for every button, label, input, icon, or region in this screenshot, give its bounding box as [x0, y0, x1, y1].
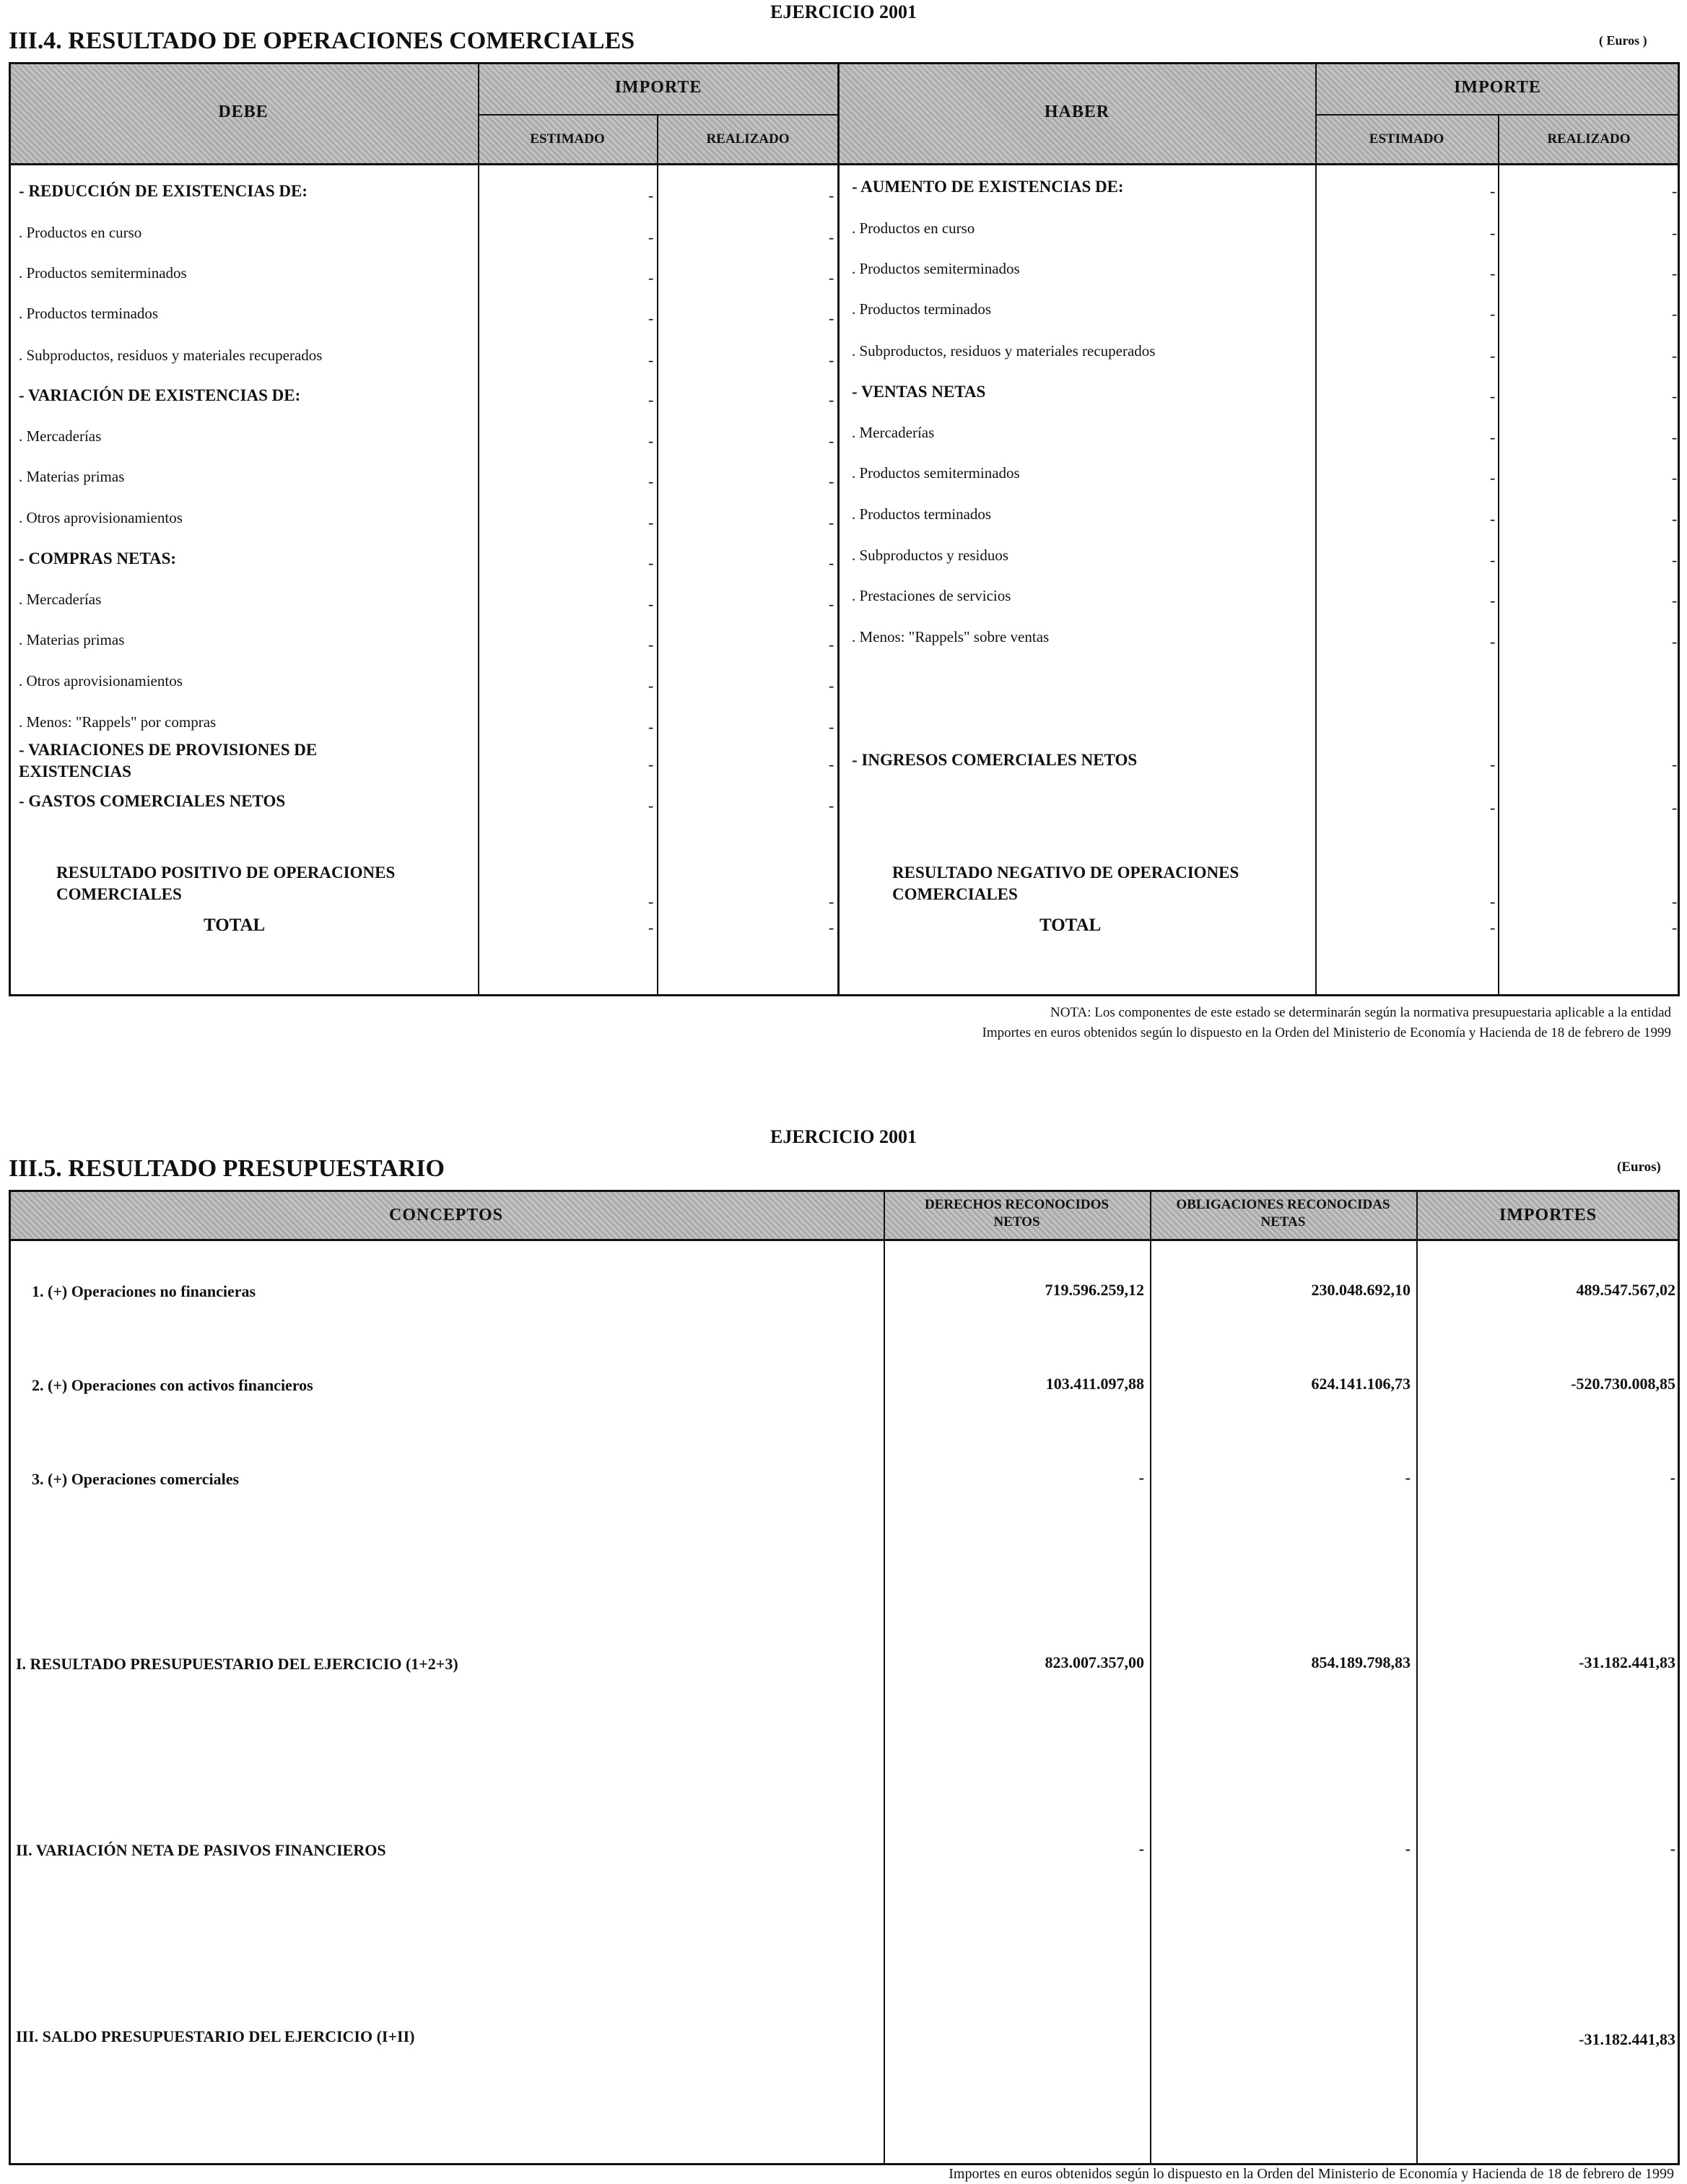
budget-row-derechos: 823.007.357,00: [1045, 1653, 1144, 1671]
dash-marker: -: [1490, 892, 1496, 910]
top-section-title: III.4. RESULTADO DE OPERACIONES COMERCIALES: [9, 27, 635, 54]
budget-row-derechos: -: [1138, 1840, 1144, 1858]
col-line-2: [657, 114, 658, 996]
debe-row: . Mercaderías: [19, 427, 102, 445]
debe-row: . Productos en curso: [19, 224, 142, 241]
dash-marker: -: [648, 892, 654, 910]
dash-marker: -: [829, 918, 834, 936]
dash-marker: -: [1490, 224, 1496, 242]
col-line-5: [1498, 114, 1499, 996]
haber-row: . Menos: "Rappels" sobre ventas: [852, 628, 1050, 645]
haber-row: . Productos semiterminados: [852, 464, 1020, 482]
dash-marker: -: [829, 635, 834, 653]
dash-marker: -: [648, 718, 654, 736]
debe-row: - COMPRAS NETAS:: [19, 549, 177, 567]
dash-marker: -: [648, 796, 654, 814]
budget-row-obligaciones: -: [1405, 1840, 1411, 1858]
top-note-2: Importes en euros obtenidos según lo dispuesto en la Orden del Ministerio de Economía y Hacienda de 18 de febrero de 1999: [982, 1025, 1671, 1040]
dash-marker: -: [648, 554, 654, 572]
header-bottom-line: [9, 163, 1680, 165]
dash-marker: -: [1490, 264, 1496, 282]
dash-marker: -: [1672, 347, 1678, 365]
b-frame-left: [9, 1190, 11, 2165]
dash-marker: -: [829, 186, 834, 204]
b-col-line-3: [1416, 1190, 1418, 2165]
debe-row: . Productos semiterminados: [19, 264, 187, 282]
budget-row-importes: -520.730.008,85: [1571, 1375, 1675, 1393]
dash-marker: -: [1490, 387, 1496, 405]
dash-marker: -: [1490, 551, 1496, 569]
dash-marker: -: [1672, 182, 1678, 200]
haber-row: . Prestaciones de servicios: [852, 587, 1011, 604]
top-units: ( Euros ): [1599, 33, 1647, 48]
dash-marker: -: [1490, 428, 1496, 446]
dash-marker: -: [1672, 428, 1678, 446]
col-conceptos-header: CONCEPTOS: [389, 1206, 503, 1224]
budget-row-obligaciones: 624.141.106,73: [1311, 1375, 1411, 1393]
dash-marker: -: [1490, 469, 1496, 487]
budget-row-label: I. RESULTADO PRESUPUESTARIO DEL EJERCICIO (1+2+3): [16, 1655, 458, 1673]
dash-marker: -: [1672, 305, 1678, 323]
dash-marker: -: [1672, 510, 1678, 528]
dash-marker: -: [829, 228, 834, 246]
debe-row: . Otros aprovisionamientos: [19, 509, 183, 526]
budget-row-importes: -: [1670, 1469, 1675, 1487]
col-obligaciones-header-line1: OBLIGACIONES RECONOCIDAS: [1176, 1197, 1390, 1212]
importe-right-header: IMPORTE: [1454, 78, 1541, 97]
realizado-left-header: REALIZADO: [706, 131, 790, 147]
dash-marker: -: [1672, 632, 1678, 651]
dash-marker: -: [1672, 224, 1678, 242]
dash-marker: -: [648, 595, 654, 613]
dash-marker: -: [1490, 182, 1496, 200]
dash-marker: -: [1490, 755, 1496, 773]
dash-marker: -: [648, 351, 654, 369]
dash-marker: -: [648, 391, 654, 409]
dash-marker: -: [829, 796, 834, 814]
top-year: EJERCICIO 2001: [770, 1, 917, 22]
dash-marker: -: [1672, 469, 1678, 487]
dash-marker: -: [829, 513, 834, 531]
dash-marker: -: [829, 351, 834, 369]
dash-marker: -: [648, 676, 654, 695]
dash-marker: -: [829, 309, 834, 327]
budget-row-derechos: 719.596.259,12: [1045, 1281, 1144, 1299]
budget-row-importes: -: [1670, 1840, 1675, 1858]
haber-row: . Subproductos y residuos: [852, 547, 1008, 564]
importe-left-split: [478, 114, 839, 116]
dash-marker: -: [1672, 387, 1678, 405]
b-col-line-1: [884, 1190, 885, 2165]
budget-row-label: 1. (+) Operaciones no financieras: [32, 1282, 256, 1300]
bottom-section-title: III.5. RESULTADO PRESUPUESTARIO: [9, 1155, 445, 1182]
dash-marker: -: [1490, 591, 1496, 609]
dash-marker: -: [1672, 591, 1678, 609]
dash-marker: -: [1672, 264, 1678, 282]
haber-row: - VENTAS NETAS: [852, 383, 986, 401]
dash-marker: -: [648, 755, 654, 773]
col-derechos-header-line1: DERECHOS RECONOCIDOS: [925, 1197, 1109, 1212]
frame-left: [9, 62, 11, 996]
dash-marker: -: [648, 635, 654, 653]
col-line-3: [837, 62, 840, 996]
budget-row-label: 3. (+) Operaciones comerciales: [32, 1470, 240, 1488]
debe-row: . Materias primas: [19, 631, 125, 648]
budget-row-obligaciones: 854.189.798,83: [1311, 1653, 1411, 1671]
debe-row: - GASTOS COMERCIALES NETOS: [19, 792, 286, 810]
estimado-left-header: ESTIMADO: [530, 131, 605, 147]
budget-row-obligaciones: -: [1405, 1469, 1411, 1487]
dash-marker: -: [1490, 305, 1496, 323]
dash-marker: -: [648, 918, 654, 936]
estimado-right-header: ESTIMADO: [1369, 131, 1444, 147]
haber-header: HABER: [1044, 103, 1110, 121]
top-note-1: NOTA: Los componentes de este estado se determinarán según la normativa presupuestaria aplicable a la entidad: [1050, 1005, 1671, 1020]
haber-row: - INGRESOS COMERCIALES NETOS: [852, 751, 1138, 769]
total-left: TOTAL: [204, 915, 266, 935]
frame-top: [9, 62, 1680, 64]
budget-row-label: II. VARIACIÓN NETA DE PASIVOS FINANCIEROS: [16, 1841, 386, 1859]
dash-marker: -: [829, 595, 834, 613]
debe-row: - VARIACIONES DE PROVISIONES DE: [19, 741, 318, 759]
dash-marker: -: [829, 472, 834, 490]
b-frame-right: [1678, 1190, 1680, 2165]
debe-row: . Mercaderías: [19, 591, 102, 608]
frame-bottom: [9, 994, 1680, 996]
dash-marker: -: [1490, 510, 1496, 528]
haber-row: . Subproductos, residuos y materiales recuperados: [852, 342, 1156, 360]
dash-marker: -: [829, 718, 834, 736]
budget-row-label: 2. (+) Operaciones con activos financieros: [32, 1376, 313, 1394]
budget-row-obligaciones: 230.048.692,10: [1311, 1281, 1411, 1299]
debe-row: EXISTENCIAS: [19, 762, 131, 780]
budget-row-derechos: -: [1138, 1469, 1144, 1487]
debe-row: . Menos: "Rappels" por compras: [19, 713, 217, 731]
dash-marker: -: [1490, 632, 1496, 651]
b-frame-top: [9, 1190, 1680, 1192]
frame-right: [1678, 62, 1680, 996]
dash-marker: -: [648, 513, 654, 531]
bottom-units: (Euros): [1617, 1160, 1661, 1175]
col-line-1: [478, 62, 479, 996]
haber-row: . Productos en curso: [852, 219, 975, 237]
dash-marker: -: [648, 269, 654, 287]
dash-marker: -: [648, 309, 654, 327]
realizado-right-header: REALIZADO: [1547, 131, 1631, 147]
dash-marker: -: [1672, 755, 1678, 773]
debe-header: DEBE: [218, 103, 269, 121]
debe-row: . Subproductos, residuos y materiales recuperados: [19, 347, 323, 364]
dash-marker: -: [1490, 347, 1496, 365]
debe-row: . Otros aprovisionamientos: [19, 672, 183, 689]
col-derechos-header-line2: NETOS: [993, 1214, 1040, 1230]
debe-row: - REDUCCIÓN DE EXISTENCIAS DE:: [19, 182, 308, 200]
haber-row: . Productos terminados: [852, 505, 992, 523]
col-importes-header: IMPORTES: [1499, 1206, 1597, 1224]
debe-row: . Productos terminados: [19, 305, 159, 322]
dash-marker: -: [829, 269, 834, 287]
dash-marker: -: [829, 432, 834, 450]
budget-row-derechos: 103.411.097,88: [1045, 1375, 1144, 1393]
dash-marker: -: [648, 186, 654, 204]
dash-marker: -: [1672, 918, 1678, 936]
dash-marker: -: [1672, 799, 1678, 817]
b-col-line-2: [1150, 1190, 1151, 2165]
col-obligaciones-header-line2: NETAS: [1260, 1214, 1306, 1230]
resultado-positivo-line2: COMERCIALES: [56, 885, 182, 903]
budget-row-importes: -31.182.441,83: [1579, 1653, 1675, 1671]
bottom-note: Importes en euros obtenidos según lo dispuesto en la Orden del Ministerio de Economía y Hacienda de 18 de febrero de 1999: [949, 2166, 1674, 2182]
importe-left-header-shade: [478, 62, 839, 163]
budget-row-label: III. SALDO PRESUPUESTARIO DEL EJERCICIO (I+II): [16, 2027, 415, 2045]
dash-marker: -: [1672, 551, 1678, 569]
dash-marker: -: [648, 228, 654, 246]
debe-row: - VARIACIÓN DE EXISTENCIAS DE:: [19, 386, 301, 404]
debe-row: . Materias primas: [19, 468, 125, 485]
haber-row: - AUMENTO DE EXISTENCIAS DE:: [852, 178, 1124, 196]
dash-marker: -: [829, 391, 834, 409]
b-header-bottom: [9, 1239, 1680, 1241]
budget-row-importes: -31.182.441,83: [1579, 2030, 1675, 2048]
dash-marker: -: [829, 554, 834, 572]
importe-left-header: IMPORTE: [614, 78, 702, 97]
dash-marker: -: [829, 676, 834, 695]
haber-row: . Mercaderías: [852, 424, 935, 441]
dash-marker: -: [1490, 799, 1496, 817]
bottom-year: EJERCICIO 2001: [770, 1126, 917, 1147]
dash-marker: -: [1672, 892, 1678, 910]
total-right: TOTAL: [1039, 915, 1102, 935]
dash-marker: -: [648, 472, 654, 490]
resultado-positivo-line1: RESULTADO POSITIVO DE OPERACIONES: [56, 863, 396, 882]
haber-row: . Productos semiterminados: [852, 260, 1020, 277]
budget-row-importes: 489.547.567,02: [1576, 1281, 1675, 1299]
dash-marker: -: [829, 755, 834, 773]
col-line-4: [1315, 62, 1317, 996]
dash-marker: -: [1490, 918, 1496, 936]
resultado-negativo-line2: COMERCIALES: [892, 885, 1018, 903]
dash-marker: -: [829, 892, 834, 910]
b-frame-bottom: [9, 2163, 1680, 2165]
dash-marker: -: [648, 432, 654, 450]
haber-row: . Productos terminados: [852, 300, 992, 318]
resultado-negativo-line1: RESULTADO NEGATIVO DE OPERACIONES: [892, 863, 1239, 882]
